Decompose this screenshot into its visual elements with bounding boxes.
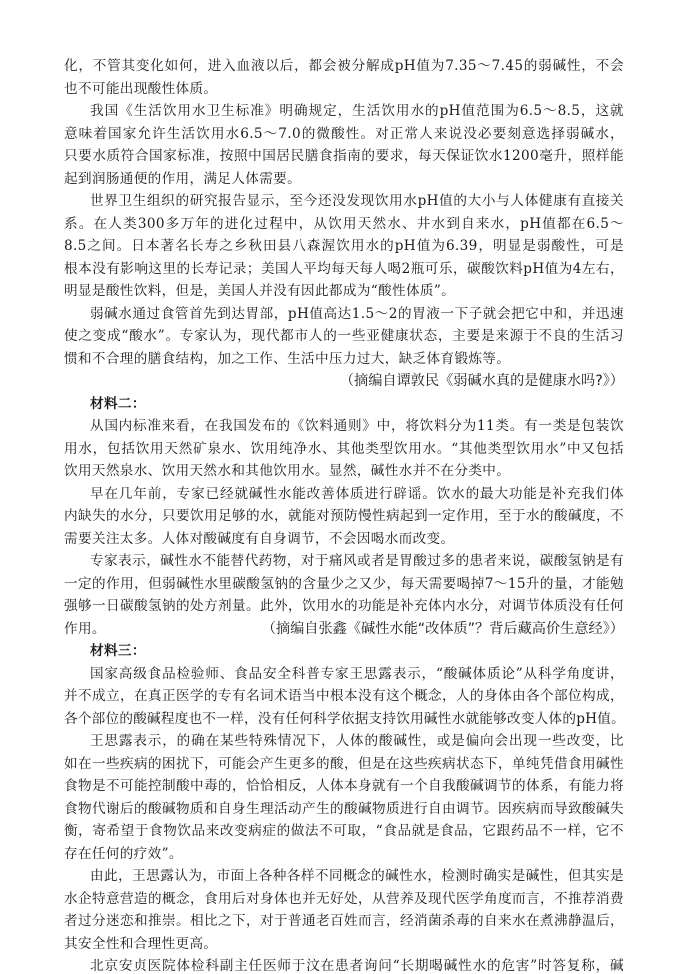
- text-line: 我国《生活饮用水卫生标准》明确规定，生活饮用水的pH值范围为6.5～8.5，这就: [90, 103, 624, 119]
- text-line: 北京安贞医院体检科副主任医师于汶在患者询问“长期喝碱性水的危害”时答复称，碱: [90, 958, 624, 974]
- text-line: 强够一日碳酸氢钠的处方剂量。此外，饮用水的功能是补充体内水分，对调节体质没有任何: [64, 598, 624, 614]
- text-line: 存在任何的疗效”。: [64, 846, 183, 862]
- text-line: 惯和不合理的膳食结构，加之工作、生活中压力过大，缺乏体育锻炼等。: [64, 351, 511, 367]
- text-line: 早在几年前，专家已经就碱性水能改善体质进行辟谣。饮水的最大功能是补充我们体: [90, 486, 624, 502]
- text-line: 系。在人类300多万年的进化过程中，从饮用天然水、井水到自来水，pH值都在6.5～: [64, 216, 624, 232]
- text-line: 只要水质符合国家标准，按照中国居民膳食指南的要求，每天保证饮水1200毫升，照样能: [64, 148, 624, 164]
- text-line: 水企特意营造的概念，食用后对身体也并无好处，从营养及现代医学角度而言，不推荐消费: [64, 891, 624, 907]
- text-line: 世界卫生组织的研究报告显示，至今还没发现饮用水pH值的大小与人体健康有直接关: [90, 193, 624, 209]
- text-line: 食物代谢后的酸碱物质和自身生理活动产生的酸碱物质进行自由调节。因疾病而导致酸碱失: [64, 801, 624, 817]
- text-line: 使之变成“酸水”。专家认为，现代都市人的一些亚健康状态，主要是来源于不良的生活习: [64, 328, 624, 344]
- text-line: 专家表示，碱性水不能替代药物，对于痛风或者是胃酸过多的患者来说，碳酸氢钠是有: [90, 553, 624, 569]
- text-line: 内缺失的水分，只要饮用足够的水，就能对预防慢性病起到一定作用，至于水的酸碱度，不: [64, 508, 624, 524]
- text-line: 国家高级食品检验师、食品安全科普专家王思露表示，“酸碱体质论”从科学角度讲，: [90, 666, 624, 682]
- text-line: 者过分迷恋和推崇。相比之下，对于普通老百姓而言，经消菌杀毒的自来水在煮沸静温后，: [64, 913, 624, 929]
- text-line: 从国内标准来看，在我国发布的《饮料通则》中，将饮料分为11类。有一类是包装饮: [90, 418, 624, 434]
- text-line: 其安全性和合理性更高。: [64, 936, 218, 952]
- text-line: 衡，寄希望于食物饮品来改变病症的做法不可取，“食品就是食品，它跟药品不一样，它不: [64, 823, 624, 839]
- text-line: 如在一些疾病的困扰下，可能会产生更多的酸，但是在这些疾病状态下，单纯凭借食用碱性: [64, 756, 624, 772]
- text-line: 明显是酸性饮料，但是，美国人并没有因此都成为“酸性体质”。: [64, 283, 456, 299]
- text-line: 也不可能出现酸性体质。: [64, 81, 218, 97]
- text-line: 弱碱水通过食管首先到达胃部，pH值高达1.5～2的胃液一下子就会把它中和，并迅速: [90, 306, 624, 322]
- text-line: 食物是不可能控制酸中毒的，恰恰相反，人体本身就有一个自我酸碱调节的体系，有能力将: [64, 778, 624, 794]
- text-line: 并不成立，在真正医学的专有名词术语当中根本没有这个概念，人的身体由各个部位构成，: [64, 688, 624, 704]
- text-line: 各个部位的酸碱程度也不一样，没有任何科学依据支持饮用碱性水就能够改变人体的pH值。: [64, 711, 625, 727]
- text-line: 一定的作用，但弱碱性水里碳酸氢钠的含量少之又少，每天需要喝掉7～15升的量，才能勉: [64, 576, 624, 592]
- section-heading: 材料三：: [90, 643, 146, 659]
- text-line: 用水，包括饮用天然矿泉水、饮用纯净水、其他类型饮用水。“其他类型饮用水”中又包括: [64, 441, 624, 457]
- text-line: 根本没有影响这里的长寿记录；美国人平均每天每人喝2瓶可乐，碳酸饮料pH值为4左右，: [64, 261, 624, 277]
- text-line: 化，不管其变化如何，进入血液以后，都会被分解成pH值为7.35～7.45的弱碱性，不会: [64, 58, 624, 74]
- text-line: 需要关注太多。人体对酸碱度有自身调节，不会因喝水而改变。: [64, 531, 455, 547]
- source-citation: （摘编自谭敦民《弱碱水真的是健康水吗?》）: [339, 373, 624, 389]
- text-line: 王思露表示，的确在某些特殊情况下，人体的酸碱性，或是偏向会出现一些改变，比: [90, 733, 624, 749]
- text-line: 由此，王思露认为，市面上各种各样不同概念的碱性水，检测时确实是碱性，但其实是: [90, 868, 624, 884]
- section-heading: 材料二：: [90, 396, 146, 412]
- text-line: 8.5之间。日本著名长寿之乡秋田县八森渥饮用水的pH值为6.39，明显是弱酸性，可是: [64, 238, 624, 254]
- source-citation: （摘编自张鑫《碱性水能“改体质”？背后藏高价生意经》）: [261, 621, 624, 637]
- text-line: 饮用天然泉水、饮用天然水和其他饮用水。显然，碱性水并不在分类中。: [64, 463, 511, 479]
- text-line: 起到润肠通便的作用，满足人体需要。: [64, 171, 302, 187]
- text-line: 作用。: [64, 621, 106, 637]
- text-line: 意味着国家允许生活饮用水6.5～7.0的微酸性。对正常人来说没必要刻意选择弱碱水，: [64, 126, 624, 142]
